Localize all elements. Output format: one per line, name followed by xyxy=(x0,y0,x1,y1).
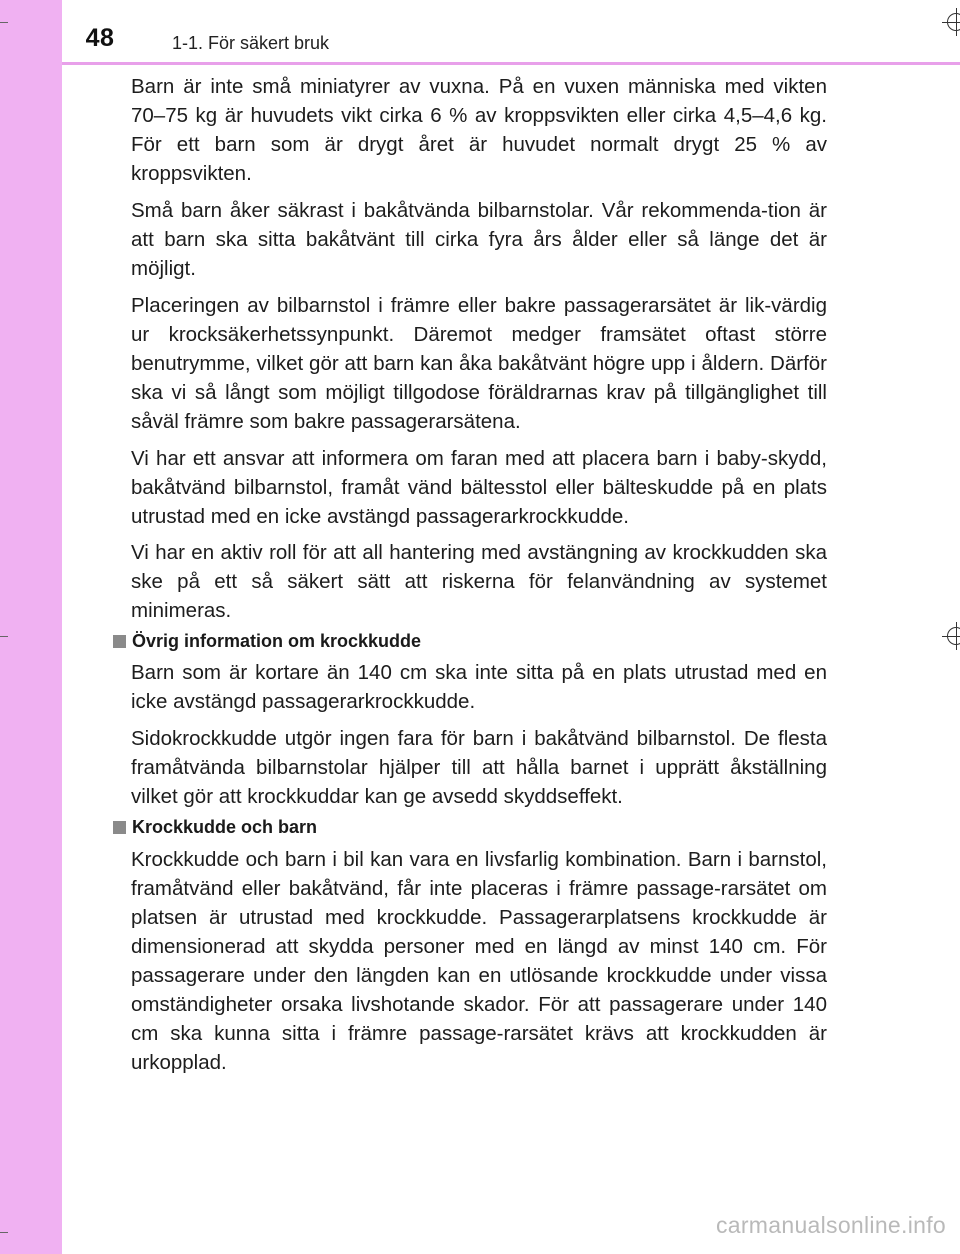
section-heading xyxy=(113,631,421,652)
watermark: carmanualsonline.info xyxy=(715,1212,946,1238)
paragraph: Sidokrockkudde utgör ingen fara för barn i bakåtvänd bilbarnstol. De flesta framåtvända bilbarnstolar hjälper till att hålla barnet i upprätt åkställning vilket gör att krockkuddar kan ge avsedd skyddseffekt. xyxy=(131,727,827,808)
paragraph: Krockkudde och barn i bil kan vara en livsfarlig kombination. Barn i barnstol, framåtvänd eller bakåtvänd, får inte placeras i främre passage-rarsätet om platsen är utrustad med krockkudde. Passagerarplatsens krockkudde är dimensionerad att skydda personer med en längd av minst 140 cm. För passagerare under den längden kan en utlösande krockkudde under vissa omständigheter orsaka livshotande skador. För att passagerare under 140 cm ska kunna sitta i främre passage-rarsätet krävs att krockkudden är urkopplad. xyxy=(131,848,827,1074)
section-heading-text: Övrig information om krockkudde xyxy=(132,631,422,651)
section-title: 1-1. För säkert bruk xyxy=(172,33,330,53)
page-number: 48 xyxy=(85,24,115,52)
square-bullet-icon xyxy=(113,635,126,648)
paragraph: Barn är inte små miniatyrer av vuxna. På en vuxen människa med vikten 70–75 kg är huvudets vikt cirka 6 % av kroppsvikten eller cirka 4,5–4,6 kg. För ett barn som är drygt året är huvudet normalt drygt 25 % av kroppsvikten. xyxy=(131,75,827,185)
paragraph: Barn som är kortare än 140 cm ska inte sitta på en plats utrustad med en icke avstängd passagerarkrockkudde. xyxy=(131,661,827,713)
paragraph: Vi har en aktiv roll för att all hantering med avstängning av krockkudden ska ske på ett så säkert sätt att riskerna för felanvändning av systemet minimeras. xyxy=(131,541,827,622)
paragraph: Vi har ett ansvar att informera om faran med att placera barn i baby-skydd, bakåtvänd bilbarnstol, framåt vänd bältesstol eller bälteskudde på en plats utrustad med en icke avstängd passagerarkrockkudde. xyxy=(131,447,827,528)
section-heading xyxy=(113,817,317,838)
section-heading-text: Krockkudde och barn xyxy=(132,817,318,837)
paragraph: Små barn åker säkrast i bakåtvända bilbarnstolar. Vår rekommenda-tion är att barn ska sitta bakåtvänt till cirka fyra års ålder eller så länge det är möjligt. xyxy=(131,199,827,280)
square-bullet-icon xyxy=(113,821,126,834)
paragraph: Placeringen av bilbarnstol i främre eller bakre passagerarsätet är lik-värdig ur krocksäkerhetssynpunkt. Däremot medger framsätet oftast större benutrymme, vilket gör att barn kan åka bakåtvänt högre upp i åldern. Därför ska vi så långt som möjligt tillgodose föräldrarnas krav på tillgänglighet till såväl främre som bakre passagerarsätena. xyxy=(131,294,827,433)
